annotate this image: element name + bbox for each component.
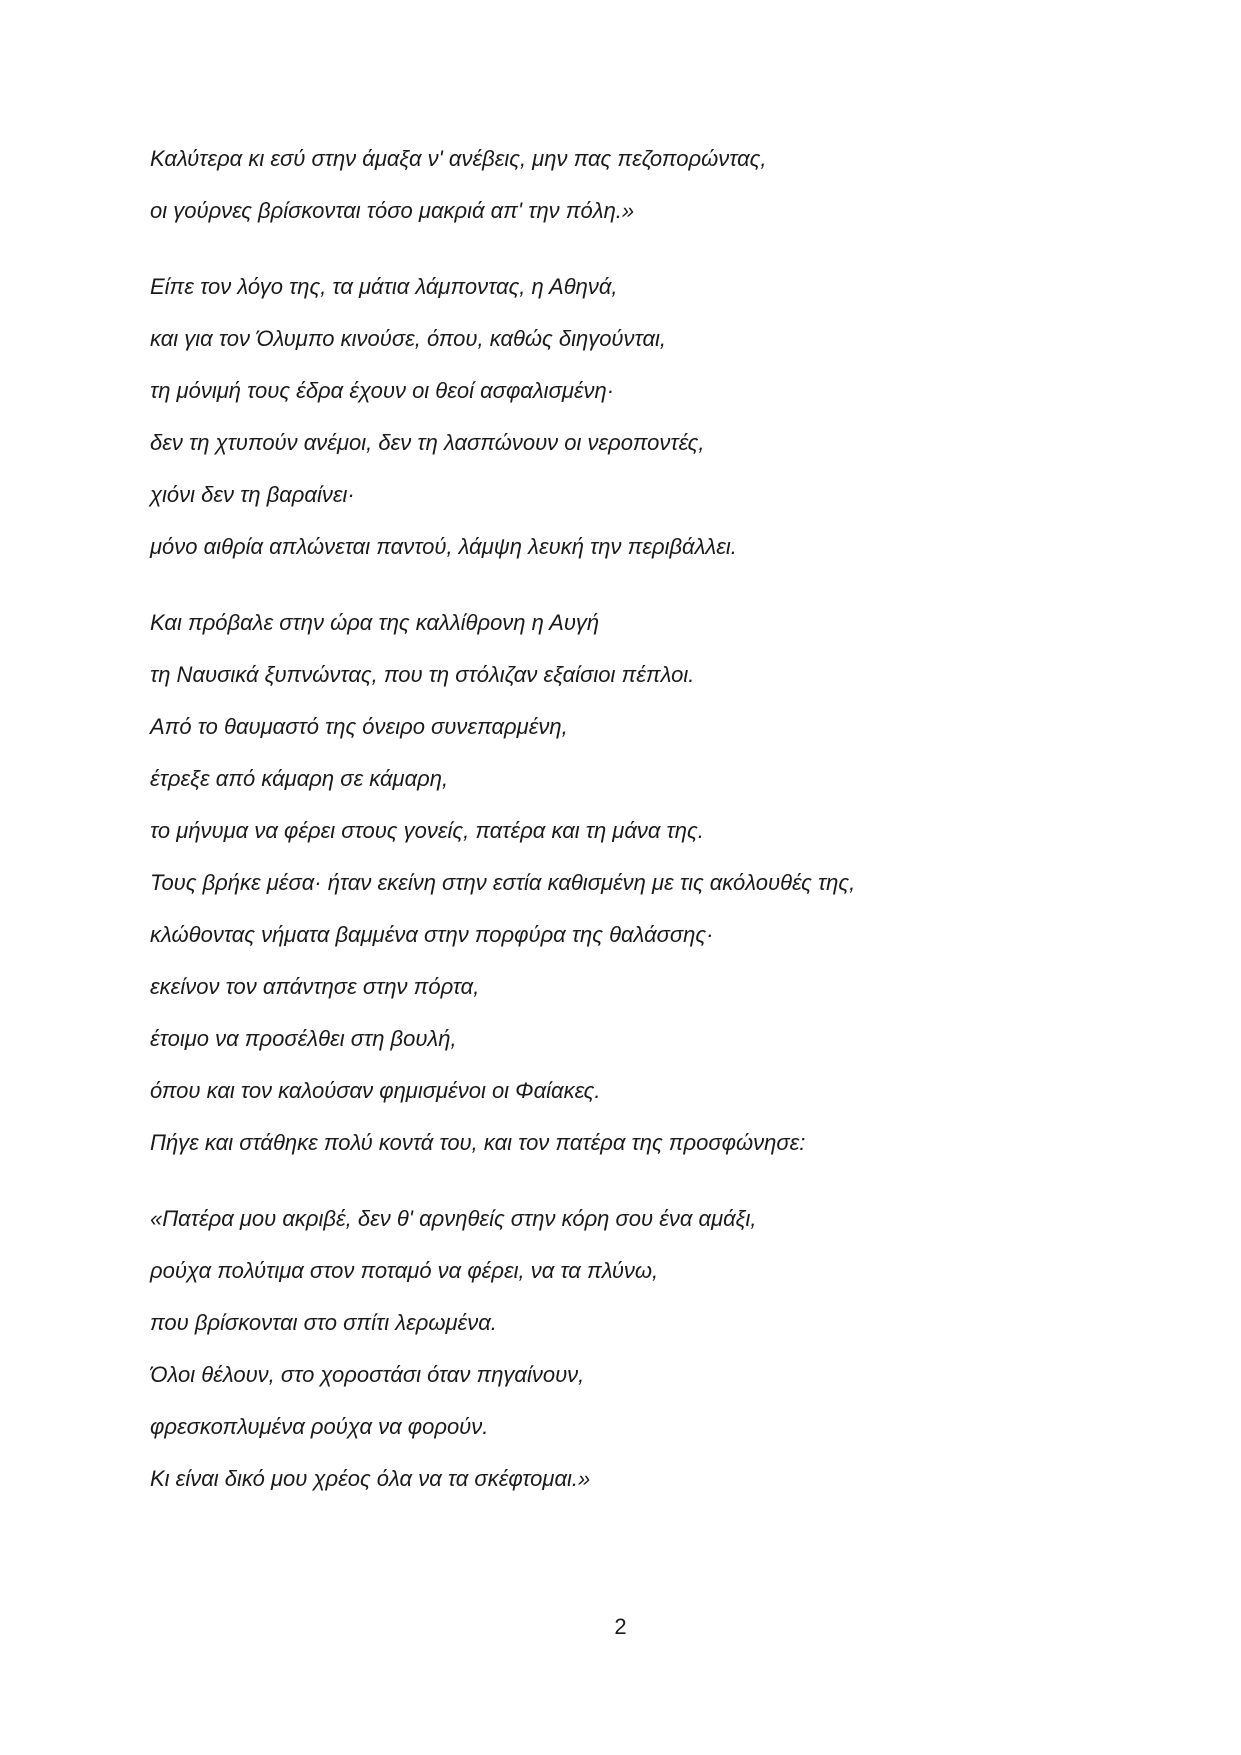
text-line: μόνο αιθρία απλώνεται παντού, λάμψη λευκή την περιβάλλει. <box>150 534 737 559</box>
text-line: έτοιμο να προσέλθει στη βουλή, <box>150 1026 457 1051</box>
poem-text <box>150 146 1150 1542</box>
text-line: «Πατέρα μου ακριβέ, δεν θ' αρνηθείς στην κόρη σου ένα αμάξι, <box>150 1206 757 1231</box>
text-line: φρεσκοπλυμένα ρούχα να φορούν. <box>150 1414 489 1439</box>
text-line: τη Ναυσικά ξυπνώντας, που τη στόλιζαν εξαίσιοι πέπλοι. <box>150 662 695 687</box>
text-line: το μήνυμα να φέρει στους γονείς, πατέρα και τη μάνα της. <box>150 818 704 843</box>
text-line: χιόνι δεν τη βαραίνει· <box>150 482 355 507</box>
text-line: όπου και τον καλούσαν φημισμένοι οι Φαίακες. <box>150 1078 601 1103</box>
text-line: ρούχα πολύτιμα στον ποταμό να φέρει, να τα πλύνω, <box>150 1258 659 1283</box>
text-line: Από το θαυμαστό της όνειρο συνεπαρμένη, <box>150 714 568 739</box>
page-number: 2 <box>614 1614 627 1639</box>
text-line: δεν τη χτυπούν ανέμοι, δεν τη λασπώνουν οι νεροποντές, <box>150 430 705 455</box>
text-line: Είπε τον λόγο της, τα μάτια λάμποντας, η Αθηνά, <box>150 274 618 299</box>
text-line: εκείνον τον απάντησε στην πόρτα, <box>150 974 480 999</box>
text-line: έτρεξε από κάμαρη σε κάμαρη, <box>150 766 449 791</box>
text-line: Όλοι θέλουν, στο χοροστάσι όταν πηγαίνουν, <box>150 1362 585 1387</box>
text-line: και για τον Όλυμπο κινούσε, όπου, καθώς διηγούνται, <box>150 326 666 351</box>
stanza <box>150 1206 1150 1492</box>
text-line: Καλύτερα κι εσύ στην άμαξα ν' ανέβεις, μην πας πεζοπορώντας, <box>150 146 767 171</box>
stanza <box>150 610 1150 1156</box>
text-line: Πήγε και στάθηκε πολύ κοντά του, και τον πατέρα της προσφώνησε: <box>150 1130 806 1155</box>
text-line: Και πρόβαλε στην ώρα της καλλίθρονη η Αυγή <box>150 610 600 635</box>
text-line: οι γούρνες βρίσκονται τόσο μακριά απ' την πόλη.» <box>150 198 635 223</box>
text-line: κλώθοντας νήματα βαμμένα στην πορφύρα της θαλάσσης· <box>150 922 714 947</box>
text-line: Τους βρήκε μέσα· ήταν εκείνη στην εστία καθισμένη με τις ακόλουθές της, <box>150 870 856 895</box>
text-line: που βρίσκονται στο σπίτι λερωμένα. <box>150 1310 497 1335</box>
text-line: Κι είναι δικό μου χρέος όλα να τα σκέφτομαι.» <box>150 1466 591 1491</box>
text-line: τη μόνιμή τους έδρα έχουν οι θεοί ασφαλισμένη· <box>150 378 615 403</box>
stanza <box>150 146 1150 224</box>
stanza <box>150 274 1150 560</box>
